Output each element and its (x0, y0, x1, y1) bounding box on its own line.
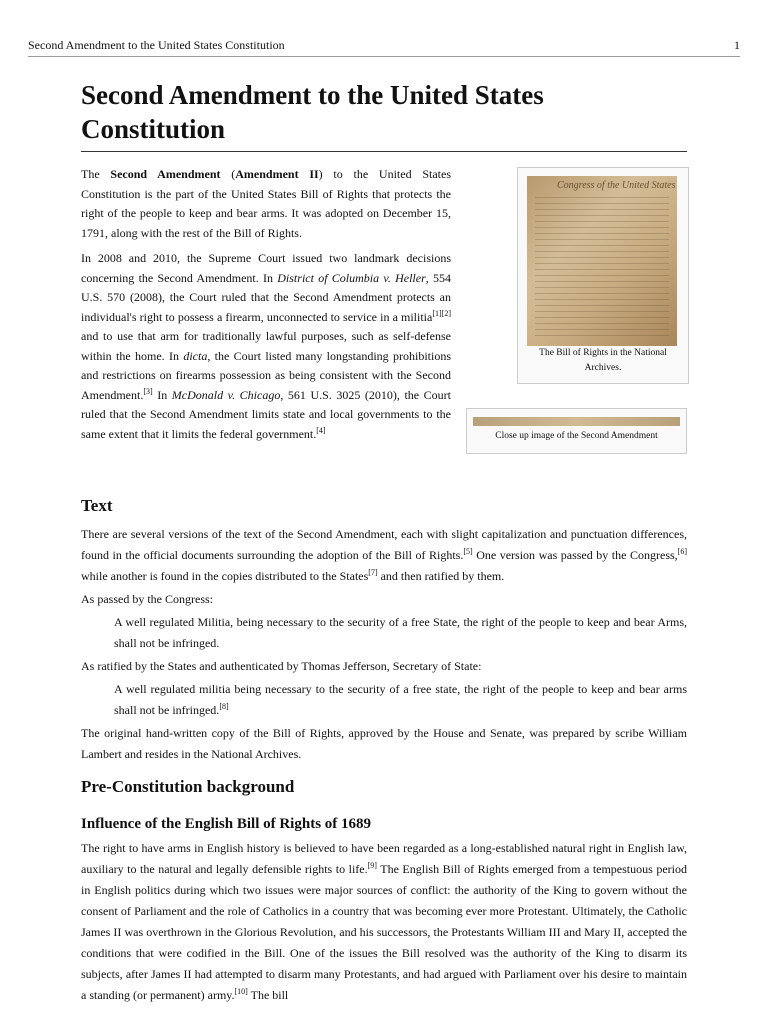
title-divider (81, 151, 687, 152)
figure-caption: The Bill of Rights in the National Archives. (539, 348, 667, 373)
running-header (28, 38, 740, 57)
section-heading-preconstitution: Pre-Constitution background (81, 777, 295, 796)
bill-of-rights-image[interactable] (527, 176, 677, 346)
italic-term: dicta (183, 348, 208, 363)
citation-ref[interactable]: [3] (143, 386, 153, 396)
block-quote: A well regulated Militia, being necessary to the security of a free State, the right of the people to keep and bear Arms, shall not be infringed. (114, 615, 687, 650)
citation-ref[interactable]: [6] (677, 547, 687, 556)
case-link[interactable]: District of Columbia v. Heller (277, 270, 426, 285)
paragraph: There are several versions of the text of the Second Amendment, each with slight capitalization and punctuation differences, found in the official documents surrounding the adoption of the Bill of Rights.[5] One version was passed by the Congress,[6] while another is found in the copies distributed to the States[7] and then ratified by them. (81, 527, 687, 583)
paragraph: The original hand-written copy of the Bill of Rights, approved by the House and Senate, was prepared by scribe William Lambert and resides in the National Archives. (81, 726, 687, 761)
paragraph: As ratified by the States and authenticated by Thomas Jefferson, Secretary of State: (81, 659, 482, 673)
closeup-image[interactable] (473, 417, 680, 426)
document-text-lines (535, 194, 669, 336)
citation-ref[interactable]: [9] (367, 861, 377, 870)
block-quote: A well regulated militia being necessary to the security of a free state, the right of the people to keep and bear arms shall not be infringed.[8] (114, 682, 687, 717)
citation-ref[interactable]: [8] (219, 702, 229, 711)
running-title: Second Amendment to the United States Constitution (28, 38, 285, 52)
paragraph: As passed by the Congress: (81, 592, 213, 606)
citation-ref[interactable]: [1][2] (432, 308, 451, 318)
preconstitution-body (81, 838, 687, 1008)
closeup-figure (466, 408, 687, 454)
citation-ref[interactable]: [4] (316, 425, 326, 435)
bold-term: Second Amendment (110, 167, 221, 181)
paragraph: The right to have arms in English history is believed to have been regarded as a long-established natural right in English law, auxiliary to the natural and legally defensible rights to life.[9] The English Bill of Rights emerged from a tempestuous period in English politics during which two issues were major sources of conflict: the authority of the King to govern without the consent of Parliament and the role of Catholics in a country that was becoming ever more Protestant. Ultimately, the Catholic James II was overthrown in the Glorious Revolution, and his successors, the Protestants William III and Mary II, accepted the conditions that were codified in the Bill. One of the issues the Bill resolved was the authority of the King to disarm its subjects, after James II had attempted to disarm many Protestants, and had argued with Parliament over his desire to maintain a standing (or permanent) army.[10] The bill (81, 841, 687, 1002)
section-heading-text: Text (81, 496, 113, 515)
bold-term: Amendment II (235, 167, 319, 181)
figure-caption: Close up image of the Second Amendment (495, 431, 658, 441)
text-section-body (81, 524, 687, 767)
intro-paragraph-2: In 2008 and 2010, the Supreme Court issued two landmark decisions concerning the Second Amendment. In District of Columbia v. Heller, 554 U.S. 570 (2008), the Court ruled that the Second Amendment protects an individual's right to possess a firearm, unconnected to service in a militia[1][2] and to use that arm for traditionally lawful purposes, such as self-defense within the home. In dicta, the Court listed many longstanding prohibitions and restrictions on firearms possession as being consistent with the Second Amendment.[3] In McDonald v. Chicago, 561 U.S. 3025 (2010), the Court ruled that the Second Amendment limits state and local governments to the same extent that it limits the federal government.[4] (81, 251, 452, 441)
case-link[interactable]: McDonald v. Chicago (171, 387, 281, 402)
citation-ref[interactable]: [7] (368, 568, 378, 577)
bill-of-rights-figure (517, 167, 689, 384)
intro-paragraph-1: The Second Amendment (Amendment II) to the United States Constitution is the part of the United States Bill of Rights that protects the right of the people to keep and bear arms. It was adopted on December 15, 1791, along with the rest of the Bill of Rights. (81, 167, 451, 240)
intro-section (81, 165, 451, 450)
page-title: Second Amendment to the United States Constitution (81, 80, 544, 144)
document-script: Congress of the United States (557, 180, 676, 191)
page-number: 1 (734, 38, 740, 52)
citation-ref[interactable]: [10] (234, 987, 248, 996)
citation-ref[interactable]: [5] (463, 547, 473, 556)
subsection-heading: Influence of the English Bill of Rights of 1689 (81, 816, 372, 832)
